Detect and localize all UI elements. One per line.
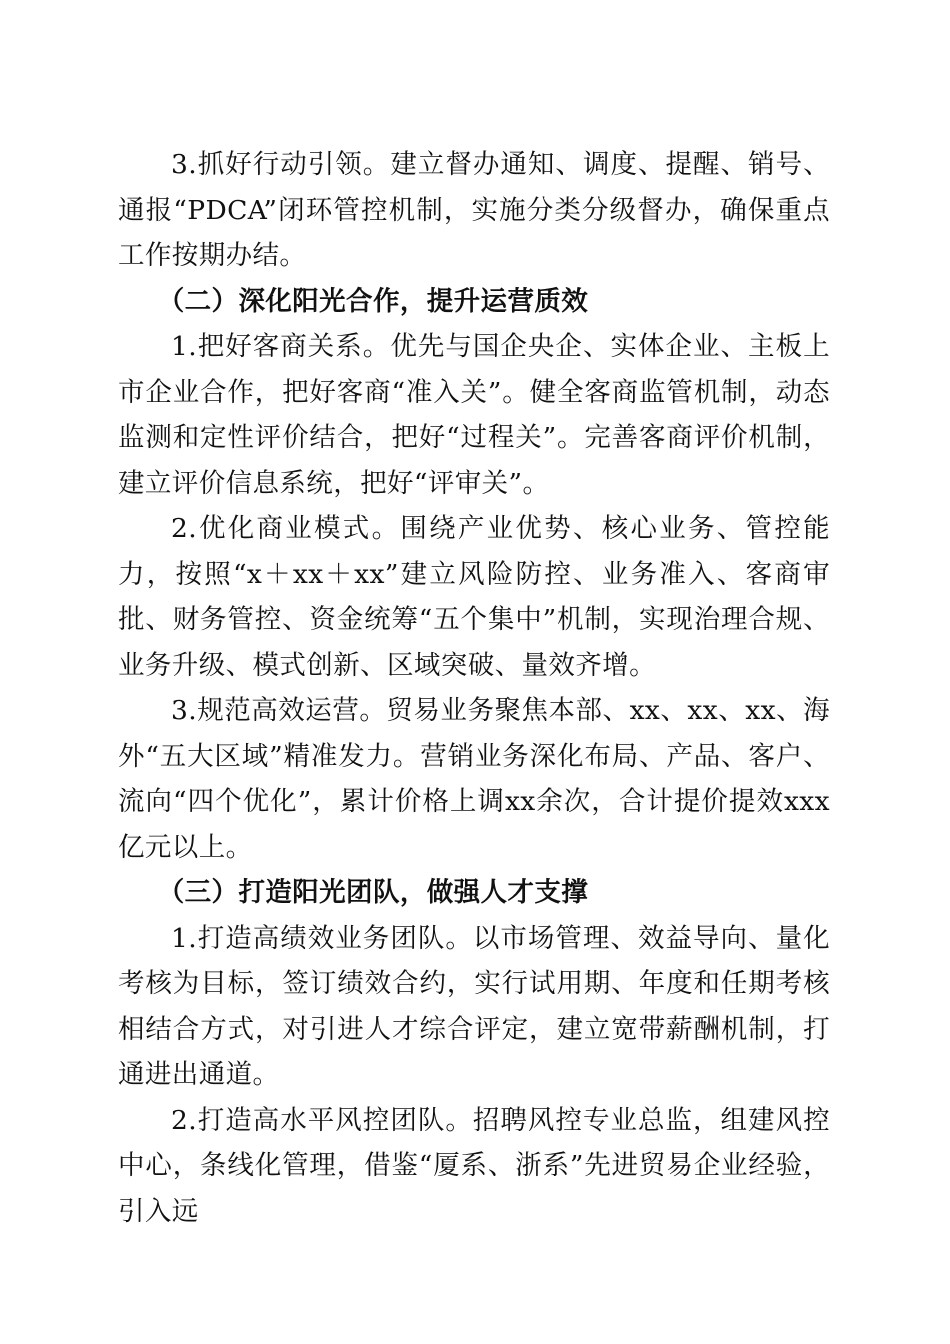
paragraph-business-model: 2.优化商业模式。围绕产业优势、核心业务、管控能力，按照“x＋xx＋xx”建立风险防控、业务准入、客商审批、财务管控、资金统筹“五个集中”机制，实现治理合规、业务升级、模式创新、区域突破、量效齐增。 [118,513,830,681]
paragraph-action-leading: 3.抓好行动引领。建立督办通知、调度、提醒、销号、通报“PDCA”闭环管控机制，实施分类分级督办，确保重点工作按期办结。 [118,149,830,271]
document-body [118,142,830,1234]
paragraph-risk-team: 2.打造高水平风控团队。招聘风控专业总监，组建风控中心，条线化管理，借鉴“厦系、浙系”先进贸易企业经验，引入远 [118,1104,830,1227]
section-heading-team: （三）打造阳光团队，做强人才支撑 [157,877,589,908]
paragraph-operations: 3.规范高效运营。贸易业务聚焦本部、xx、xx、xx、海外“五大区域”精准发力。营销业务深化布局、产品、客户、流向“四个优化”，累计价格上调xx余次，合计提价提效xxx亿元以上。 [118,695,830,863]
paragraph-client-relations: 1.把好客商关系。优先与国企央企、实体企业、主板上市企业合作，把好客商“准入关”。健全客商监管机制，动态监测和定性评价结合，把好“过程关”。完善客商评价机制，建立评价信息系统，把好“评审关”。 [118,331,830,499]
paragraph-business-team: 1.打造高绩效业务团队。以市场管理、效益导向、量化考核为目标，签订绩效合约，实行试用期、年度和任期考核相结合方式，对引进人才综合评定，建立宽带薪酬机制，打通进出通道。 [118,922,830,1090]
section-heading-cooperation: （二）深化阳光合作，提升运营质效 [157,285,589,317]
